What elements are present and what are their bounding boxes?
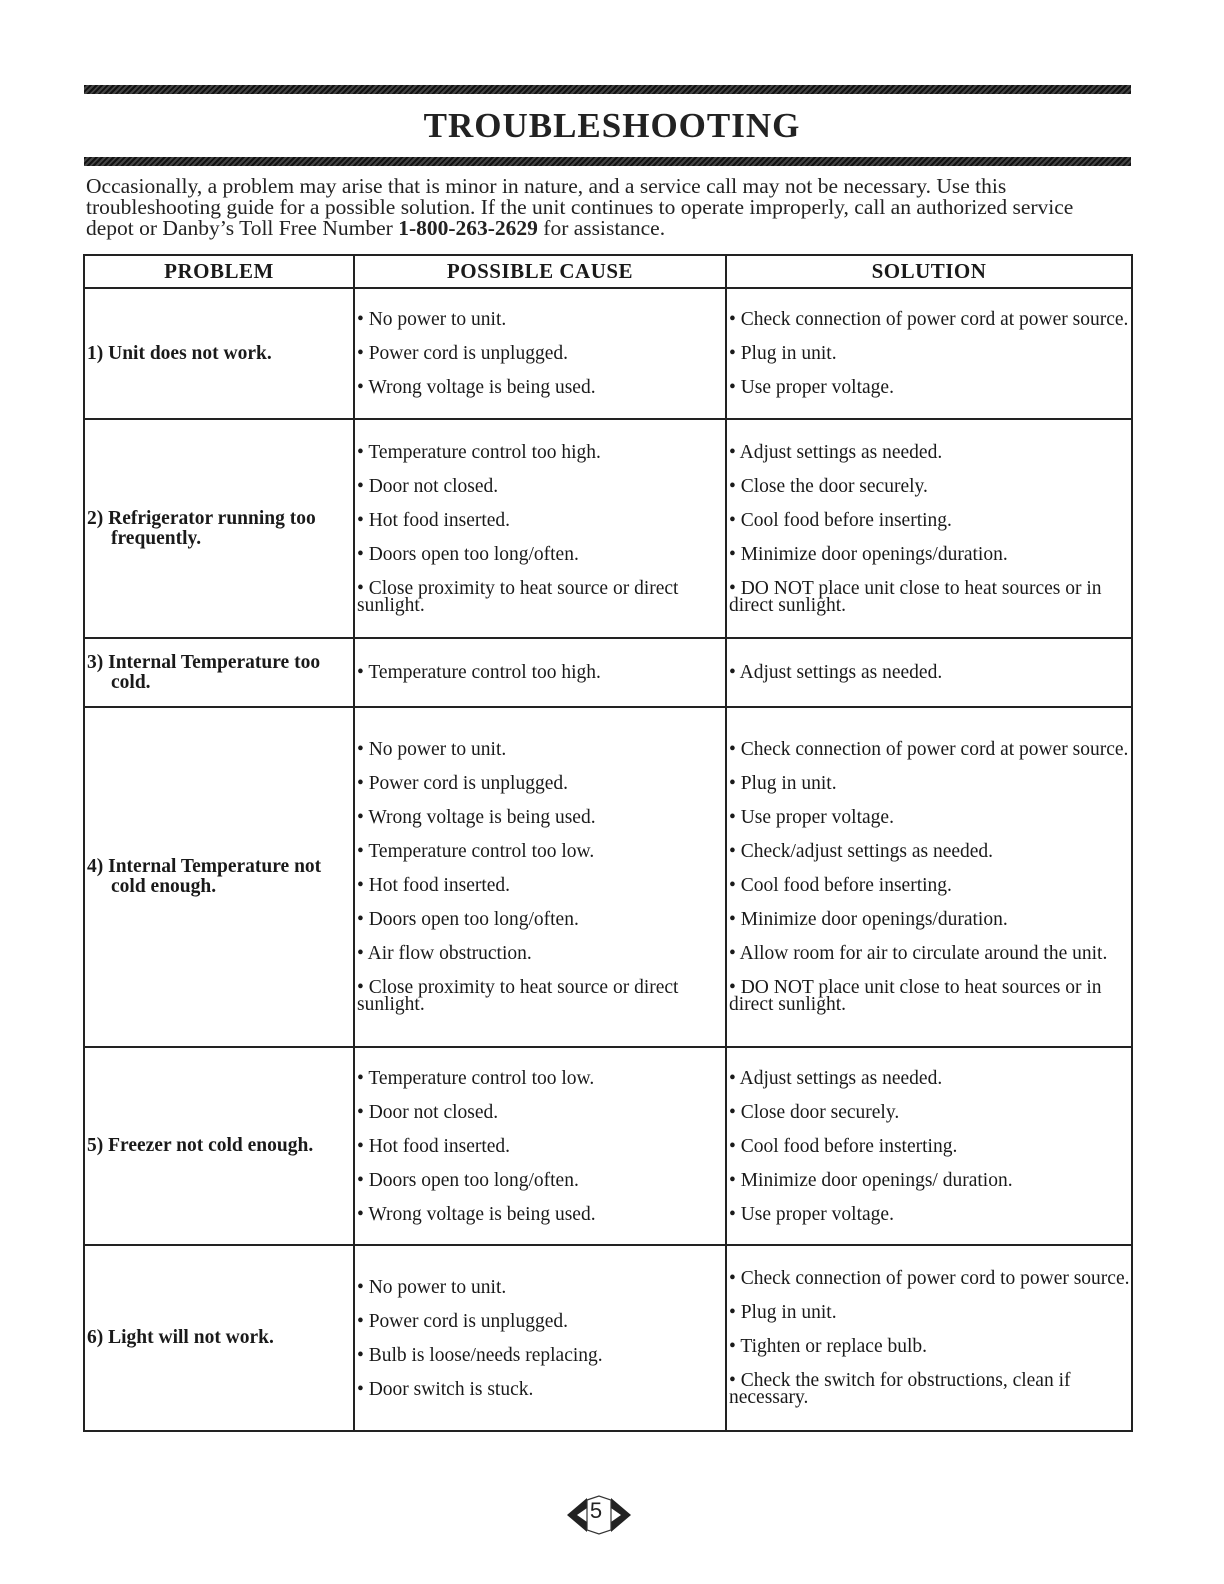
problem-cell [84,419,354,638]
cause-item: • Bulb is loose/needs replacing. [355,1347,725,1364]
header-solution: SOLUTION [726,255,1132,288]
problem-cell [84,1047,354,1245]
solution-item: • Cool food before insterting. [727,1138,1131,1155]
solution-cell [726,1047,1132,1245]
problem-cell [84,638,354,707]
solution-item: • Close door securely. [727,1104,1131,1121]
solution-item: • Check/adjust settings as needed. [727,843,1131,860]
solution-cell-list [727,441,1131,616]
cause-item: • Temperature control too low. [355,843,725,860]
solution-item: • Allow room for air to circulate around the unit. [727,945,1131,962]
cause-cell-list [355,664,725,681]
problem-number: 6) [87,1327,104,1348]
problem-cell [84,288,354,419]
toll-free-number: 1-800-263-2629 [398,216,538,240]
solution-item: • Minimize door openings/duration. [727,546,1131,563]
cause-cell [354,707,726,1047]
cause-item: • Air flow obstruction. [355,945,725,962]
cause-item: • Hot food inserted. [355,1138,725,1155]
problem-text-line2: cold enough. [111,876,217,897]
cause-item: • Temperature control too high. [355,444,725,461]
cause-item: • Temperature control too low. [355,1070,725,1087]
problem-number: 5) [87,1135,104,1156]
cause-cell [354,1245,726,1431]
problem-cell [84,707,354,1047]
cause-cell-list [355,311,725,396]
cause-item: • Wrong voltage is being used. [355,809,725,826]
solution-item: • Tighten or replace bulb. [727,1338,1131,1355]
solution-item: • DO NOT place unit close to heat sources or in direct sunlight. [727,979,1131,1013]
solution-item: • Use proper voltage. [727,809,1131,826]
cause-item: • Door not closed. [355,478,725,495]
page-title: TROUBLESHOOTING [423,106,801,145]
solution-item: • Plug in unit. [727,775,1131,792]
cause-item: • Door switch is stuck. [355,1381,725,1398]
cause-cell-list [355,741,725,1013]
cause-item: • Power cord is unplugged. [355,345,725,362]
problem-text-line2: cold. [111,671,151,693]
table-row [84,1245,1132,1431]
cause-cell [354,1047,726,1245]
problem-text-line2: frequently. [111,527,202,549]
problem-text: Freezer not cold enough. [108,1135,314,1156]
cause-item: • No power to unit. [355,311,725,328]
header-possible-cause: POSSIBLE CAUSE [354,255,726,288]
cause-cell [354,288,726,419]
solution-item: • Use proper voltage. [727,1206,1131,1223]
page-number: 5 [589,1498,603,1523]
header-rule-bottom [84,157,1131,166]
cause-item: • Power cord is unplugged. [355,1313,725,1330]
solution-cell-list [727,664,1131,681]
solution-cell-list [727,1067,1131,1225]
table-row [84,1047,1132,1245]
solution-cell [726,419,1132,638]
solution-item: • Check the switch for obstructions, clean if necessary. [727,1372,1131,1406]
cause-item: • No power to unit. [355,1279,725,1296]
intro-text: Occasionally, a problem may arise that is minor in nature, and a service call may not be necessary. Use this troubleshooting guide for a possible solution. If the unit continues to operate improperly, call an authorized service depot or Danby’s Toll Free Number [86,174,1074,240]
solution-item: • Cool food before inserting. [727,512,1131,529]
cause-cell-list [355,441,725,616]
cause-item: • Wrong voltage is being used. [355,1206,725,1223]
table-row [84,288,1132,419]
solution-item: • Check connection of power cord at power source. [727,311,1131,328]
solution-item: • Plug in unit. [727,345,1131,362]
solution-item: • Adjust settings as needed. [727,664,1131,681]
cause-item: • Hot food inserted. [355,877,725,894]
cause-item: • No power to unit. [355,741,725,758]
intro-paragraph [86,176,1126,239]
solution-cell [726,288,1132,419]
problem-text: Unit does not work. [108,342,272,364]
solution-cell-list [727,741,1131,1013]
solution-cell [726,638,1132,707]
solution-cell-list [727,1270,1131,1406]
problem-text: Refrigerator running too [108,507,316,529]
solution-item: • Cool food before inserting. [727,877,1131,894]
solution-item: • DO NOT place unit close to heat sources or in direct sunlight. [727,580,1131,614]
cause-item: • Close proximity to heat source or direct sunlight. [355,979,725,1013]
cause-item: • Close proximity to heat source or direct sunlight. [355,580,725,614]
header-rule-top [84,85,1131,94]
problem-number: 1) [87,342,104,364]
troubleshooting-table [83,254,1133,1432]
solution-item: • Plug in unit. [727,1304,1131,1321]
intro-text-end: for assistance. [537,216,666,240]
solution-cell-list [727,311,1131,396]
solution-item: • Use proper voltage. [727,379,1131,396]
cause-item: • Wrong voltage is being used. [355,379,725,396]
cause-item: • Doors open too long/often. [355,546,725,563]
table-row [84,419,1132,638]
solution-item: • Minimize door openings/ duration. [727,1172,1131,1189]
cause-item: • Temperature control too high. [355,664,725,681]
solution-item: • Adjust settings as needed. [727,1070,1131,1087]
problem-number: 2) [87,507,104,529]
problem-cell [84,1245,354,1431]
cause-item: • Door not closed. [355,1104,725,1121]
cause-cell-list [355,1067,725,1225]
solution-item: • Check connection of power cord at power source. [727,741,1131,758]
cause-cell-list [355,1276,725,1400]
solution-item: • Minimize door openings/duration. [727,911,1131,928]
problem-number: 3) [87,651,104,673]
solution-item: • Close the door securely. [727,478,1131,495]
solution-item: • Adjust settings as needed. [727,444,1131,461]
problem-text: Internal Temperature too [108,651,321,673]
header-problem: PROBLEM [84,255,354,288]
problem-number: 4) [87,856,104,877]
cause-item: • Hot food inserted. [355,512,725,529]
cause-cell [354,419,726,638]
problem-text: Light will not work. [108,1327,274,1348]
table-row [84,638,1132,707]
cause-item: • Power cord is unplugged. [355,775,725,792]
problem-text: Internal Temperature not [108,856,322,877]
cause-cell [354,638,726,707]
table-header-row [84,255,1132,288]
solution-cell [726,707,1132,1047]
table-row [84,707,1132,1047]
cause-item: • Doors open too long/often. [355,1172,725,1189]
solution-item: • Check connection of power cord to power source. [727,1270,1131,1287]
solution-cell [726,1245,1132,1431]
cause-item: • Doors open too long/often. [355,911,725,928]
